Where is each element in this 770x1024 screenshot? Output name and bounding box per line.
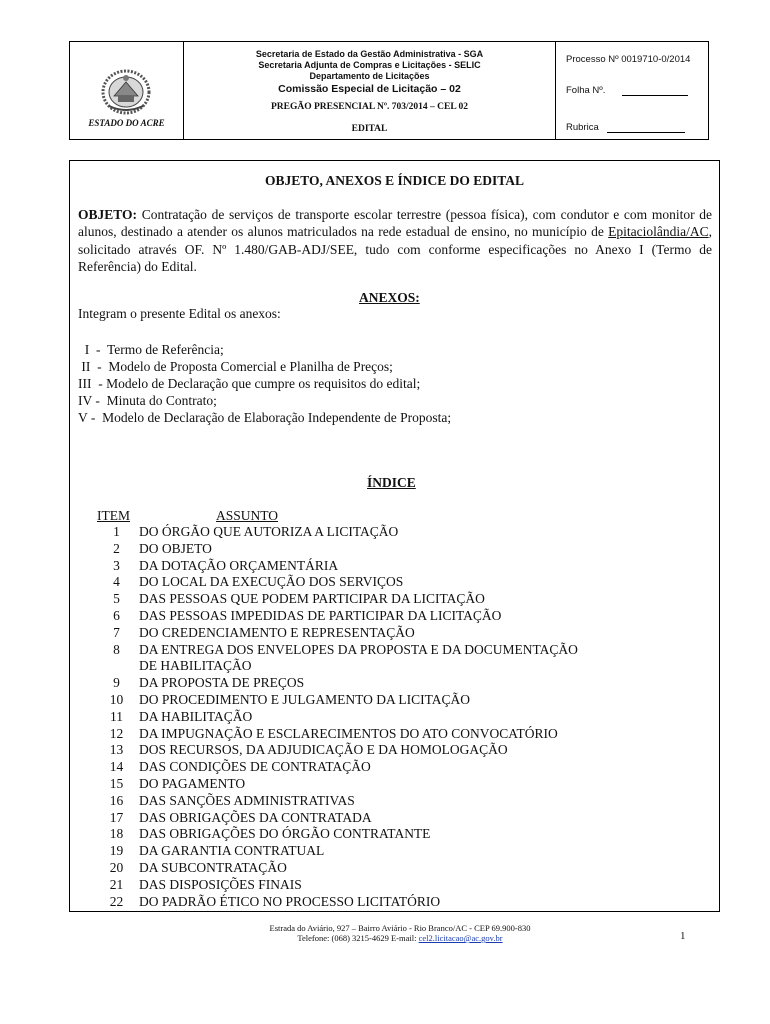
objeto-label: OBJETO: (78, 207, 138, 222)
toc-row (94, 558, 578, 575)
toc-item-subject: DA IMPUGNAÇÃO E ESCLARECIMENTOS DO ATO CONVOCATÓRIO (139, 725, 558, 741)
toc-item-number: 9 (113, 675, 120, 691)
annex-item: IV - Minuta do Contrato; (78, 393, 217, 408)
toc-row (94, 776, 578, 793)
toc-row (94, 541, 578, 558)
rubrica-blank (607, 123, 685, 133)
footer-contact (200, 933, 600, 943)
secretaria-adjunta-line: Secretaria Adjunta de Compras e Licitações - SELIC (258, 60, 481, 70)
toc-item-number: 5 (113, 591, 120, 607)
toc-subject-header: ASSUNTO (216, 508, 279, 523)
toc-item-subject: DO LOCAL DA EXECUÇÃO DOS SERVIÇOS (139, 574, 404, 590)
toc-row (94, 894, 578, 911)
toc-item-number: 3 (113, 557, 120, 573)
toc-item-subject: DO PROCEDIMENTO E JULGAMENTO DA LICITAÇÃO (139, 691, 471, 707)
header-process-cell (556, 42, 708, 139)
folha-field (566, 85, 688, 96)
toc-item-subject: DAS OBRIGAÇÕES DO ÓRGÃO CONTRATANTE (139, 826, 431, 842)
toc-item-number: 14 (109, 759, 124, 775)
toc-row (94, 658, 578, 675)
footer-email-link[interactable]: cel2.licitacao@ac.gov.br (418, 933, 503, 943)
toc-item-subject: DA GARANTIA CONTRATUAL (139, 843, 325, 859)
toc-item-subject: DO ÓRGÃO QUE AUTORIZA A LICITAÇÃO (139, 524, 399, 539)
document-header (69, 41, 709, 140)
toc-item-number: 8 (113, 641, 120, 657)
edital-content-box (69, 160, 720, 912)
toc-row (94, 810, 578, 827)
toc-row (94, 877, 578, 894)
toc-item-number: 20 (109, 859, 124, 875)
anexos-heading: ANEXOS: (359, 290, 420, 305)
toc-item-subject: DA DOTAÇÃO ORÇAMENTÁRIA (139, 557, 339, 573)
toc-item-number: 2 (113, 540, 120, 556)
annex-list (78, 341, 451, 426)
toc-row (94, 692, 578, 709)
page-footer (200, 923, 600, 943)
toc-item-subject: DAS PESSOAS IMPEDIDAS DE PARTICIPAR DA LICITAÇÃO (139, 607, 502, 623)
toc-item-number: 15 (109, 775, 124, 791)
folha-blank (622, 86, 688, 96)
processo-number: Processo Nº 0019710-0/2014 (566, 54, 691, 65)
departamento-line: Departamento de Licitações (309, 71, 430, 81)
rubrica-label: Rubrica (566, 122, 599, 133)
toc-item-subject: DAS DISPOSIÇÕES FINAIS (139, 876, 302, 892)
objeto-text-2: , solicitado através OF. Nº 1.480/GAB-ADJ/SEE, tudo com conforme especificações no Anexo I (Termo de Referência) do Edital. (78, 224, 712, 274)
toc-row (94, 826, 578, 843)
toc-item-number: 10 (109, 691, 124, 707)
table-of-contents (94, 524, 578, 910)
annex-item: III - Modelo de Declaração que cumpre os requisitos do edital; (78, 376, 421, 391)
comissao-line: Comissão Especial de Licitação – 02 (278, 83, 461, 95)
toc-item-subject: DA PROPOSTA DE PREÇOS (139, 675, 305, 691)
page-number: 1 (680, 930, 686, 942)
header-emblem-cell (70, 42, 184, 139)
objeto-paragraph (78, 206, 712, 275)
objeto-text-1: Contratação de serviços de transporte escolar terrestre (pessoa física), com condutor e com monitor de alunos, destinado a atender os alunos matriculados na rede estadual de ensino, no município de (78, 207, 712, 240)
annex-item: I - Termo de Referência; (78, 342, 224, 357)
toc-item-subject: DA ENTREGA DOS ENVELOPES DA PROPOSTA E DA DOCUMENTAÇÃO (139, 641, 578, 657)
toc-row (94, 574, 578, 591)
toc-item-subject: DAS OBRIGAÇÕES DA CONTRATADA (139, 809, 372, 825)
toc-row (94, 709, 578, 726)
toc-row (94, 759, 578, 776)
state-name: ESTADO DO ACRE (88, 118, 165, 128)
toc-item-subject: DOS RECURSOS, DA ADJUDICAÇÃO E DA HOMOLOGAÇÃO (139, 742, 508, 758)
footer-address: Estrada do Aviário, 927 – Bairro Aviário - Rio Branco/AC - CEP 69.900-830 (269, 923, 531, 933)
rubrica-field (566, 122, 685, 133)
toc-item-number: 17 (109, 809, 124, 825)
toc-row (94, 524, 578, 541)
toc-row (94, 591, 578, 608)
toc-item-subject: DO OBJETO (139, 540, 212, 556)
annex-item: II - Modelo de Proposta Comercial e Planilha de Preços; (78, 359, 393, 374)
acre-coat-of-arms-icon (101, 66, 151, 116)
pregao-line: PREGÃO PRESENCIAL Nº. 703/2014 – CEL 02 (270, 102, 469, 112)
toc-row (94, 793, 578, 810)
toc-item-subject: DO CREDENCIAMENTO E REPRESENTAÇÃO (139, 624, 415, 640)
toc-item-number: 18 (109, 826, 124, 842)
folha-label: Folha Nº. (566, 85, 606, 96)
edital-line: EDITAL (351, 124, 388, 134)
toc-item-number: 4 (113, 574, 120, 590)
toc-row (94, 675, 578, 692)
integram-text: Integram o presente Edital os anexos: (78, 306, 281, 321)
secretaria-line: Secretaria de Estado da Gestão Administrativa - SGA (255, 49, 484, 59)
section-title: OBJETO, ANEXOS E ÍNDICE DO EDITAL (264, 173, 525, 188)
toc-item-number: 7 (113, 624, 120, 640)
objeto-place: Epitaciolândia/AC (608, 224, 709, 240)
toc-item-header: ITEM (97, 508, 130, 523)
toc-item-number: 11 (110, 708, 123, 724)
toc-item-subject: DAS CONDIÇÕES DE CONTRATAÇÃO (139, 759, 371, 775)
header-title-cell (184, 42, 556, 139)
toc-item-number: 6 (113, 607, 120, 623)
footer-phone: Telefone: (068) 3215-4629 E-mail: (297, 933, 419, 943)
toc-item-subject: DAS SANÇÕES ADMINISTRATIVAS (139, 792, 355, 808)
toc-item-number: 13 (109, 742, 124, 758)
toc-row (94, 625, 578, 642)
annex-item: V - Modelo de Declaração de Elaboração Independente de Proposta; (78, 410, 452, 425)
toc-row (94, 843, 578, 860)
indice-heading: ÍNDICE (367, 475, 416, 490)
toc-row (94, 860, 578, 877)
toc-row (94, 608, 578, 625)
toc-row (94, 742, 578, 759)
toc-item-number: 16 (109, 792, 124, 808)
toc-item-number: 19 (109, 843, 124, 859)
toc-item-number: 21 (109, 876, 124, 892)
toc-item-number (94, 658, 139, 675)
toc-row (94, 642, 578, 659)
toc-item-subject: DO PAGAMENTO (139, 775, 246, 791)
toc-item-subject: DAS PESSOAS QUE PODEM PARTICIPAR DA LICITAÇÃO (139, 591, 485, 607)
toc-item-number: 12 (109, 725, 124, 741)
toc-item-subject: DA HABILITAÇÃO (139, 708, 253, 724)
toc-item-number: 1 (113, 524, 120, 539)
toc-item-subject: DA SUBCONTRATAÇÃO (139, 859, 287, 875)
toc-row (94, 726, 578, 743)
toc-item-number: 22 (109, 893, 124, 909)
toc-item-subject: DO PADRÃO ÉTICO NO PROCESSO LICITATÓRIO (139, 893, 441, 909)
toc-item-subject: DE HABILITAÇÃO (139, 658, 252, 674)
